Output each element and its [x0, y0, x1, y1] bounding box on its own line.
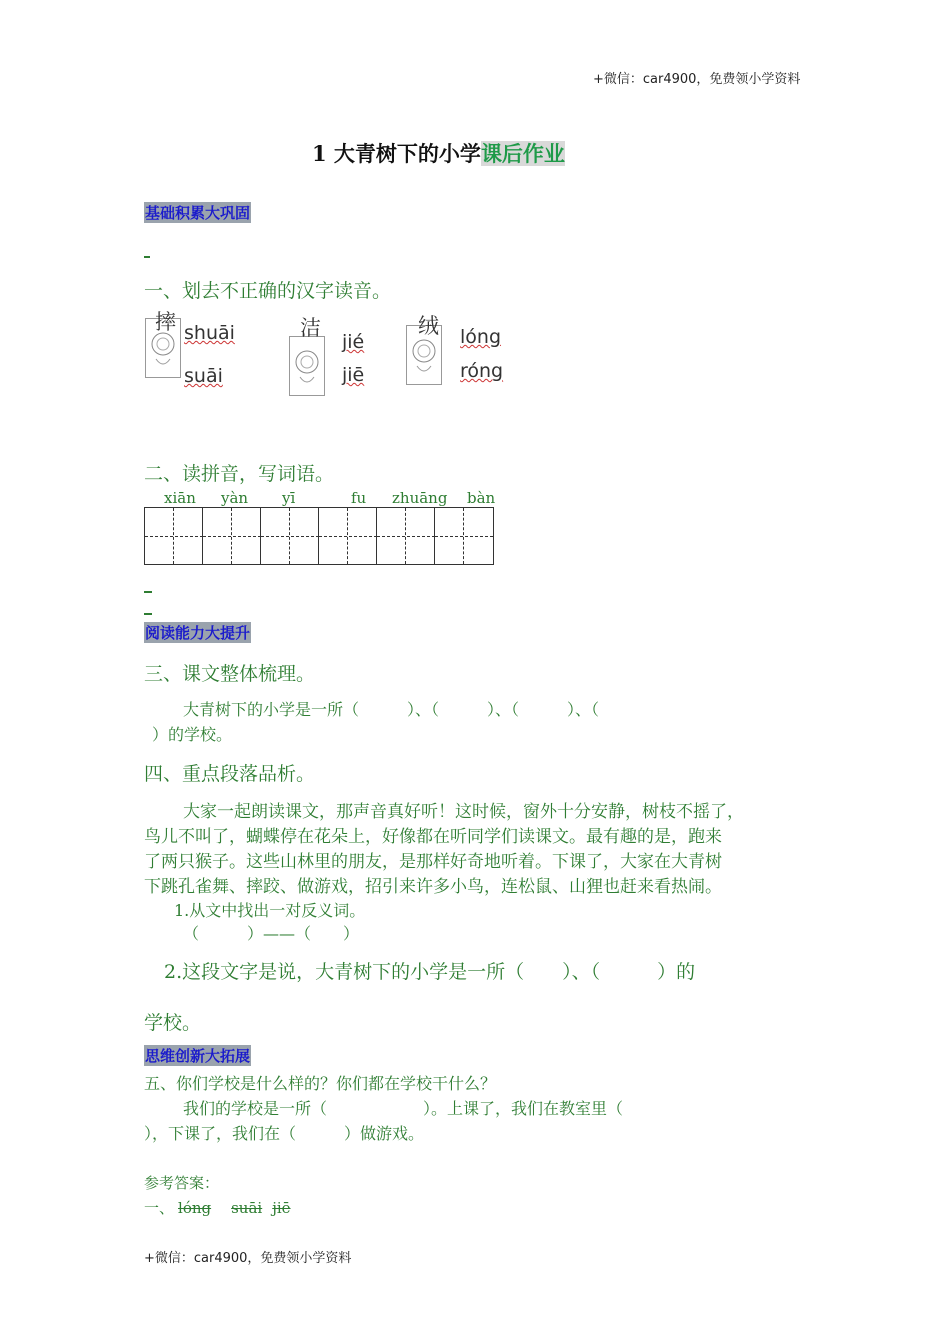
section-creative-heading: 思维创新大拓展 [145, 1047, 251, 1065]
flower-icon [289, 336, 325, 396]
page-title [312, 138, 565, 168]
q2-pinyin-3: yī [282, 489, 296, 507]
q4-passage-line: 大家一起朗读课文，那声音真好听！这时候，窗外十分安静，树枝不摇了， [183, 802, 744, 822]
q2-pinyin-5: zhuāng [392, 489, 448, 507]
grid-cell[interactable] [319, 508, 377, 564]
q1-char-3: 绒 [418, 314, 439, 338]
q1-pinyin-1b[interactable]: suāi [184, 365, 223, 387]
q4-sub1: 1.从文中找出一对反义词。 [174, 901, 366, 920]
section-basic-heading: 基础积累大巩固 [145, 204, 251, 222]
q4-passage-line: 下跳孔雀舞、摔跤、做游戏，招引来许多小鸟，连松鼠、山狸也赶来看热闹。 [144, 877, 722, 897]
q1-prompt: 一、划去不正确的汉字读音。 [144, 280, 392, 302]
title-main: 1 大青树下的小学 [312, 141, 481, 166]
q3-prompt: 三、课文整体梳理。 [144, 663, 316, 685]
q1-pinyin-2a[interactable]: jié [342, 331, 365, 353]
q4-sub2-line2: 学校。 [144, 1012, 202, 1034]
q2-pinyin-4: fu [351, 489, 367, 507]
q2-prompt: 二、读拼音，写词语。 [144, 463, 335, 485]
q1-pinyin-2b[interactable]: jiē [342, 364, 365, 386]
grid-cell[interactable] [377, 508, 435, 564]
q3-line-1: 大青树下的小学是一所（ ）、（ ）、（ ）、（ [183, 700, 600, 719]
q2-pinyin-6: bàn [467, 489, 496, 507]
grid-cell[interactable] [435, 508, 493, 564]
q1-pinyin-3a[interactable]: lóng [460, 326, 502, 348]
q5-line-1: 我们的学校是一所（ ）。上课了，我们在教室里（ [183, 1099, 624, 1118]
grid-cell[interactable] [203, 508, 261, 564]
answer-item: suāi [231, 1199, 263, 1217]
q3-line-2: ）的学校。 [152, 725, 233, 744]
answers-label: 参考答案： [144, 1174, 220, 1192]
q2-pinyin-1: xiān [164, 489, 196, 507]
grid-cell[interactable] [145, 508, 203, 564]
q4-passage-line: 鸟儿不叫了，蝴蝶停在花朵上，好像都在听同学们读课文。最有趣的是，跑来 [144, 827, 722, 847]
writing-grid [144, 507, 494, 565]
q1-char-1: 摔 [155, 310, 176, 334]
q4-sub1-blank: （ ）——（ ） [183, 924, 360, 943]
q4-passage-line: 了两只猴子。这些山林里的朋友，是那样好奇地听着。下课了，大家在大青树 [144, 852, 722, 872]
header-note: +微信：car4900，免费领小学资料 [593, 72, 801, 87]
divider-mark [144, 591, 152, 593]
answers-prefix: 一、 [144, 1199, 175, 1217]
divider-mark [144, 256, 150, 258]
grid-cell[interactable] [261, 508, 319, 564]
q1-pinyin-1a[interactable]: shuāi [184, 322, 235, 344]
answers-q1 [144, 1197, 291, 1218]
footer-note: +微信：car4900，免费领小学资料 [144, 1251, 352, 1266]
answer-item: lóng [178, 1199, 212, 1217]
q5-line-2: ），下课了，我们在（ ）做游戏。 [144, 1124, 425, 1143]
q4-sub2-line1: 2.这段文字是说，大青树下的小学是一所（ ）、（ ）的 [164, 961, 696, 983]
q2-pinyin-2: yàn [221, 489, 249, 507]
q5-prompt: 五、你们学校是什么样的？你们都在学校干什么？ [144, 1074, 497, 1093]
divider-mark [144, 613, 152, 615]
q1-pinyin-3b[interactable]: róng [460, 360, 504, 382]
title-highlight: 课后作业 [480, 141, 565, 166]
q4-prompt: 四、重点段落品析。 [144, 763, 316, 785]
answer-item: jiē [272, 1199, 291, 1217]
q1-char-2: 洁 [300, 316, 321, 340]
section-reading-heading: 阅读能力大提升 [145, 624, 251, 642]
